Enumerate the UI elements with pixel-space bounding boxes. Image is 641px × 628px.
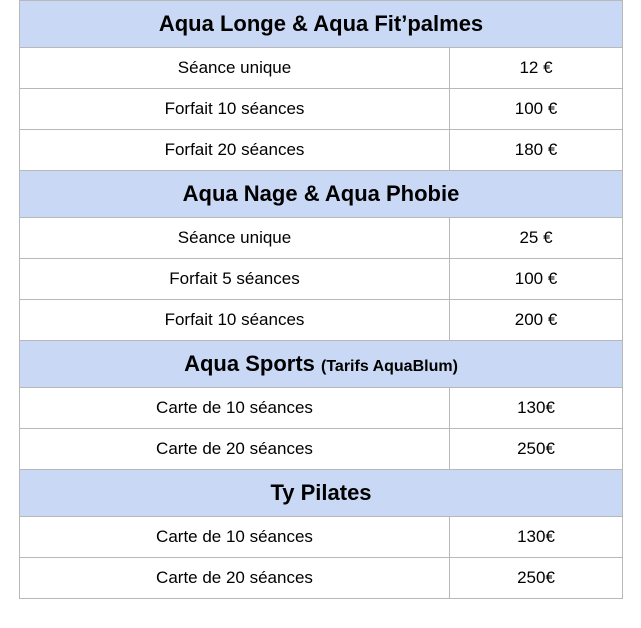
- table-row: [20, 517, 623, 558]
- row-price: 130€: [450, 517, 623, 558]
- section-title: [20, 171, 623, 218]
- price-table: [19, 0, 623, 599]
- table-row: [20, 388, 623, 429]
- section-header-aqua-sports: [20, 341, 623, 388]
- row-price: 100 €: [450, 89, 623, 130]
- row-price: 250€: [450, 429, 623, 470]
- section-header-aqua-longe: [20, 1, 623, 48]
- row-price: 12 €: [450, 48, 623, 89]
- row-label: Forfait 20 séances: [20, 130, 450, 171]
- row-label: Forfait 5 séances: [20, 259, 450, 300]
- row-label: Forfait 10 séances: [20, 89, 450, 130]
- section-title-text: Aqua Longe & Aqua Fit’palmes: [158, 11, 484, 36]
- section-title: [20, 341, 623, 388]
- row-price: 250€: [450, 558, 623, 599]
- section-subtitle: (Tarifs AquaBlum): [321, 358, 458, 375]
- section-title: [20, 1, 623, 48]
- row-label: Séance unique: [20, 218, 450, 259]
- table-row: [20, 558, 623, 599]
- table-row: [20, 429, 623, 470]
- table-row: [20, 48, 623, 89]
- row-label: Séance unique: [20, 48, 450, 89]
- section-title-text: Ty Pilates: [270, 480, 372, 505]
- section-title-text: Aqua Nage & Aqua Phobie: [182, 181, 460, 206]
- row-label: Carte de 10 séances: [20, 517, 450, 558]
- row-price: 25 €: [450, 218, 623, 259]
- section-header-aqua-nage: [20, 171, 623, 218]
- row-price: 200 €: [450, 300, 623, 341]
- row-label: Carte de 10 séances: [20, 388, 450, 429]
- row-price: 100 €: [450, 259, 623, 300]
- section-title-text: Aqua Sports: [184, 351, 315, 376]
- table-row: [20, 89, 623, 130]
- row-label: Carte de 20 séances: [20, 429, 450, 470]
- row-price: 180 €: [450, 130, 623, 171]
- row-label: Forfait 10 séances: [20, 300, 450, 341]
- table-row: [20, 259, 623, 300]
- section-title: [20, 470, 623, 517]
- row-label: Carte de 20 séances: [20, 558, 450, 599]
- table-row: [20, 218, 623, 259]
- section-header-ty-pilates: [20, 470, 623, 517]
- row-price: 130€: [450, 388, 623, 429]
- table-row: [20, 130, 623, 171]
- table-row: [20, 300, 623, 341]
